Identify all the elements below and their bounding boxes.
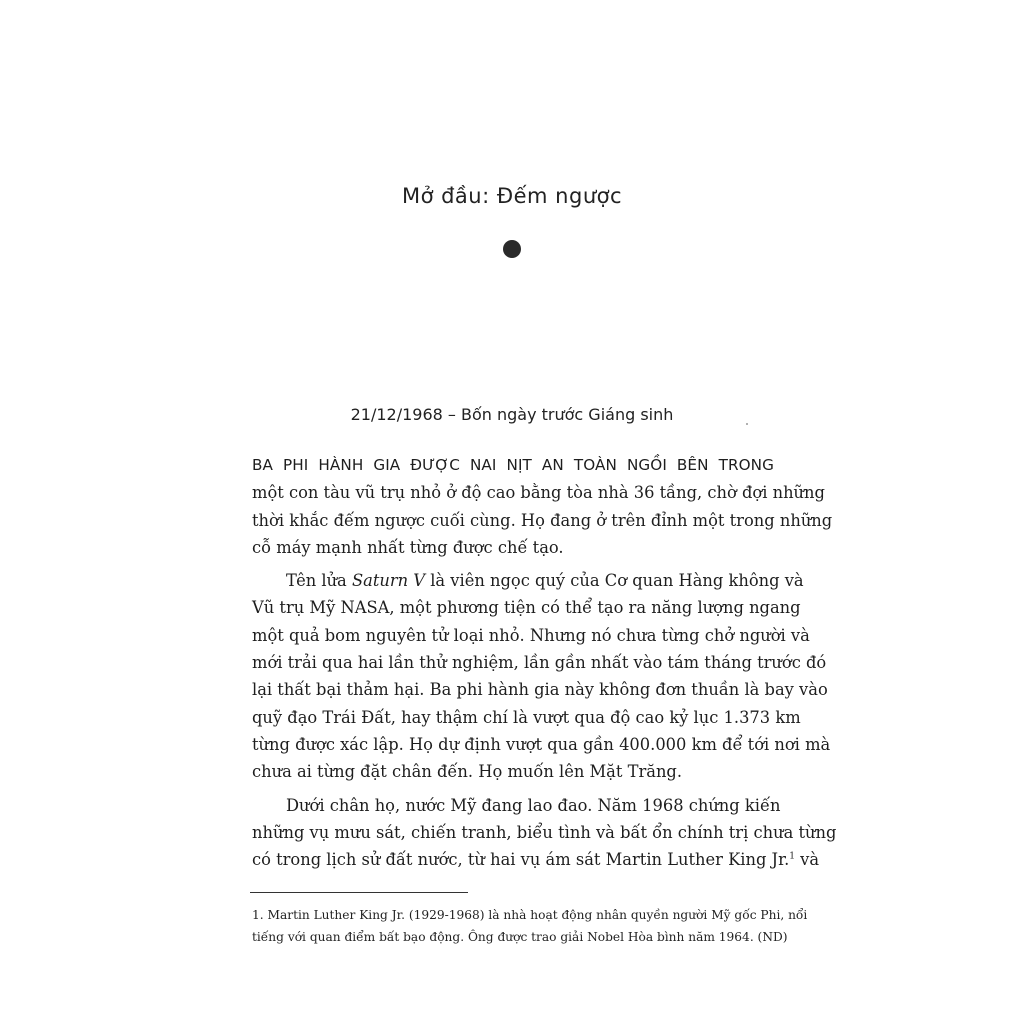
section-subtitle: 21/12/1968 – Bốn ngày trước Giáng sinh bbox=[350, 405, 674, 424]
paragraph-line: quỹ đạo Trái Đất, hay thậm chí là vượt qua độ cao kỷ lục 1.373 km bbox=[252, 707, 801, 727]
body-text bbox=[252, 452, 837, 873]
footnote-reference: 1 bbox=[789, 851, 795, 862]
paragraph-line: thời khắc đếm ngược cuối cùng. Họ đang ở trên đỉnh một trong những bbox=[252, 510, 833, 530]
italic-rocket-name: Saturn V bbox=[351, 571, 426, 591]
paragraph-line: mới trải qua hai lần thử nghiệm, lần gần nhất vào tám tháng trước đó bbox=[252, 653, 827, 673]
bullet-ornament-icon bbox=[503, 240, 521, 258]
paragraph-line bbox=[252, 567, 804, 594]
paragraph-line: một con tàu vũ trụ nhỏ ở độ cao bằng tòa nhà 36 tầng, chờ đợi những bbox=[252, 483, 825, 503]
paragraph-line: Vũ trụ Mỹ NASA, một phương tiện có thể tạo ra năng lượng ngang bbox=[252, 598, 801, 618]
text-run: Tên lửa bbox=[286, 571, 352, 591]
paragraph-1 bbox=[252, 452, 833, 561]
paragraph-2 bbox=[252, 567, 831, 785]
footnote-line: 1. Martin Luther King Jr. (1929-1968) là nhà hoạt động nhân quyền người Mỹ gốc Phi, nổi bbox=[252, 908, 808, 922]
chapter-title: Mở đầu: Đếm ngược bbox=[401, 184, 623, 208]
paragraph-line: Dưới chân họ, nước Mỹ đang lao đao. Năm 1968 chứng kiến bbox=[286, 795, 781, 815]
paragraph-line: BA PHI HÀNH GIA ĐƯỢC NAI NỊT AN TOÀN NGỒI BÊN TRONG bbox=[252, 456, 774, 474]
paragraph-line: lại thất bại thảm hại. Ba phi hành gia này không đơn thuần là bay vào bbox=[252, 680, 828, 700]
paragraph-line: những vụ mưu sát, chiến tranh, biểu tình và bất ổn chính trị chưa từng bbox=[252, 822, 837, 842]
paragraph-line: cỗ máy mạnh nhất từng được chế tạo. bbox=[252, 537, 564, 557]
footnote-divider bbox=[250, 892, 468, 893]
paragraph-line: một quả bom nguyên tử loại nhỏ. Nhưng nó chưa từng chở người và bbox=[252, 625, 810, 645]
paragraph-line bbox=[252, 846, 820, 873]
paragraph-3 bbox=[252, 792, 837, 874]
text-run: và bbox=[795, 850, 820, 870]
paragraph-line: từng được xác lập. Họ dự định vượt qua gần 400.000 km để tới nơi mà bbox=[252, 734, 831, 754]
text-run: là viên ngọc quý của Cơ quan Hàng không và bbox=[425, 571, 804, 591]
paragraph-line: chưa ai từng đặt chân đến. Họ muốn lên Mặt Trăng. bbox=[252, 762, 683, 782]
text-run: có trong lịch sử đất nước, từ hai vụ ám sát Martin Luther King Jr. bbox=[252, 850, 790, 870]
footnote-line: tiếng với quan điểm bất bạo động. Ông được trao giải Nobel Hòa bình năm 1964. (ND) bbox=[252, 930, 788, 944]
footnote bbox=[252, 904, 808, 948]
print-speck bbox=[746, 423, 748, 425]
